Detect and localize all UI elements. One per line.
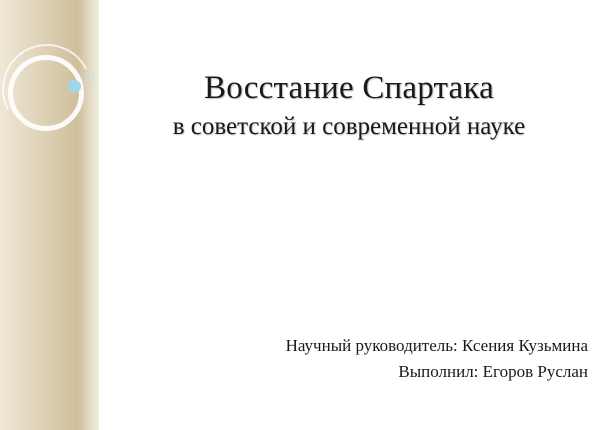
- slide-title: Восстание Спартака: [204, 70, 494, 106]
- band-edge-highlight: [99, 0, 101, 430]
- title-block: [110, 70, 588, 142]
- decorative-blue-dot-icon: [68, 80, 81, 93]
- byline-author: Выполнил: Егоров Руслан: [398, 362, 588, 382]
- decorative-small-ring-icon: [85, 74, 94, 83]
- byline-block: [168, 333, 588, 386]
- decorative-circle-icon: [8, 55, 84, 131]
- slide-subtitle: в советской и современной науке: [172, 112, 526, 140]
- byline-supervisor: Научный руководитель: Ксения Кузьмина: [285, 336, 588, 355]
